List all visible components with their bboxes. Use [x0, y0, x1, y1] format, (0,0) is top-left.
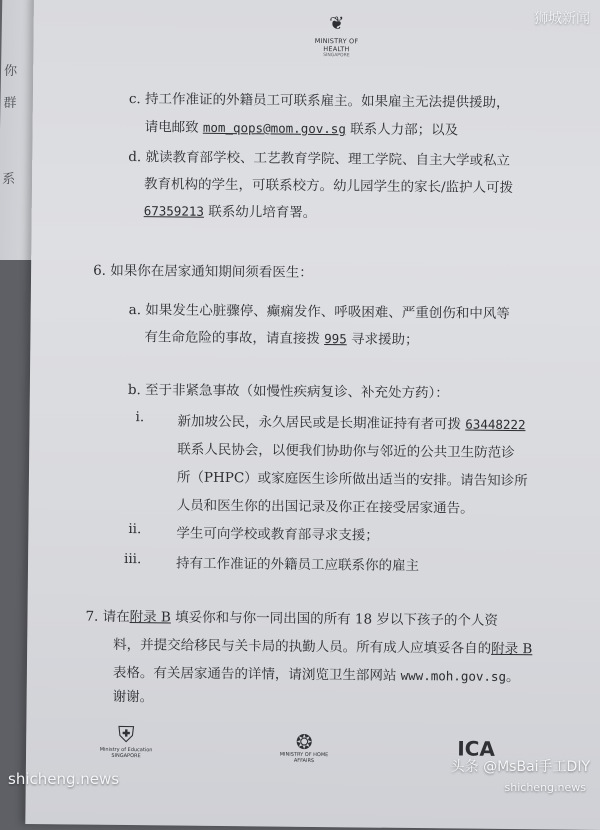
section-7-text2: 料，并提交给移民与关卡局的执勤人员。所有成人应填妥各自的: [113, 636, 492, 657]
section-7-text3-end: 。: [505, 668, 520, 686]
section-7-text-end: 填妥你和与你一同出国的所有 18 岁以下孩子的个人资: [170, 609, 498, 629]
section-7-line3: [113, 661, 520, 685]
appendix-b-ref: 附录 B: [129, 609, 171, 626]
moh-leaf-icon: ❦: [329, 13, 345, 35]
left-page-fragment: 你: [3, 64, 18, 79]
document-page: [25, 0, 600, 830]
item-d-line1: d. 就读教育部学校、工艺教育学院、理工学院、自主大学或私立: [128, 148, 511, 169]
moh-website-link[interactable]: www.moh.gov.sg: [400, 667, 507, 684]
ica-text: ICA: [457, 736, 496, 761]
left-page-fragment: 系: [2, 172, 16, 187]
item-d-text-end: 联系幼儿培育署。: [203, 203, 317, 221]
item-b-line: b. 至于非紧急事故（如慢性疾病复诊、补充处方药）：: [127, 382, 449, 402]
section-7-line1: [85, 605, 498, 629]
top-right-watermark: 狮城新闻: [534, 11, 590, 27]
bottom-right-watermark: 头条 @MsBai手工DIY: [450, 759, 590, 775]
item-c-line1: c. 持工作准证的外籍员工可联系雇主。如果雇主无法提供援助，: [128, 91, 510, 111]
item-i-line3: 所（PHPC）或家庭医生诊所做出适当的安排。请告知诊所: [176, 469, 528, 490]
item-iii-line: 持有工作准证的外籍员工应联系你的雇主: [175, 555, 420, 575]
moe-name: Ministry of Education: [99, 746, 153, 754]
item-a-text-end: 寻求援助；: [346, 331, 419, 349]
item-a-text: 有生命危险的事故，请直接拨: [144, 329, 325, 348]
moh-header-logo: [301, 15, 371, 59]
pa-phone: 63448222: [465, 416, 526, 433]
item-ii-label: ii.: [128, 521, 142, 538]
emergency-phone: 995: [324, 331, 347, 347]
mha-logo: [274, 729, 334, 765]
bottom-right-site: shicheng.news: [504, 781, 586, 794]
item-c-line2: [145, 115, 459, 138]
item-i-text: 新加坡公民，永久居民或是长期准证持有者可拨: [177, 413, 466, 433]
email-link[interactable]: mom_qops@mom.gov.sg: [202, 119, 346, 137]
section-7-thanks: 谢谢。: [112, 688, 154, 706]
item-i-line4: 人员和医生你的出国记录及你正在接受居家通告。: [176, 497, 474, 517]
item-a-line2: [144, 325, 418, 348]
item-d-line2: 教育机构的学生，可联系校方。幼儿园学生的家长/监护人可拨: [143, 176, 514, 197]
item-i-line1: [177, 410, 525, 434]
section-6-title: 6. 如果你在居家通知期间须看医生：: [93, 262, 313, 281]
mha-name: MINISTRY OF HOME AFFAIRS: [279, 751, 329, 764]
moe-country: SINGAPORE: [111, 752, 141, 760]
item-i-label: i.: [135, 409, 145, 426]
section-7-text3: 表格。有关居家通告的详情，请浏览卫生部网站: [112, 664, 401, 684]
item-i-line2: 联系人民协会，以便我们协助你与邻近的公共卫生防范诊: [177, 441, 515, 462]
moe-logo: [96, 722, 156, 760]
moh-country: SINGAPORE: [323, 53, 350, 59]
bottom-left-watermark: shicheng.news: [8, 770, 120, 788]
item-a-line1: a. 如果发生心脏骤停、癫痫发作、呼吸困难、严重创伤和中风等: [128, 302, 510, 322]
mha-emblem-icon: ❂: [295, 729, 313, 754]
moe-shield-icon: ⛨: [117, 722, 135, 749]
item-c-text: 请电邮致: [144, 119, 203, 136]
section-7-line2: [113, 633, 532, 657]
ecda-phone: 67359213: [143, 203, 205, 219]
moh-name: MINISTRY OF HEALTH: [314, 36, 359, 54]
left-page-fragment: 群: [3, 96, 17, 111]
appendix-b-ref-2: 附录 B: [491, 640, 533, 658]
item-c-text-end: 联系人力部；以及: [345, 121, 459, 139]
section-7-text: 7. 请在: [85, 608, 130, 626]
item-iii-label: iii.: [124, 550, 142, 568]
item-d-line3: [144, 199, 317, 221]
item-ii-line: 学生可向学校或教育部寻求支援；: [176, 525, 379, 544]
